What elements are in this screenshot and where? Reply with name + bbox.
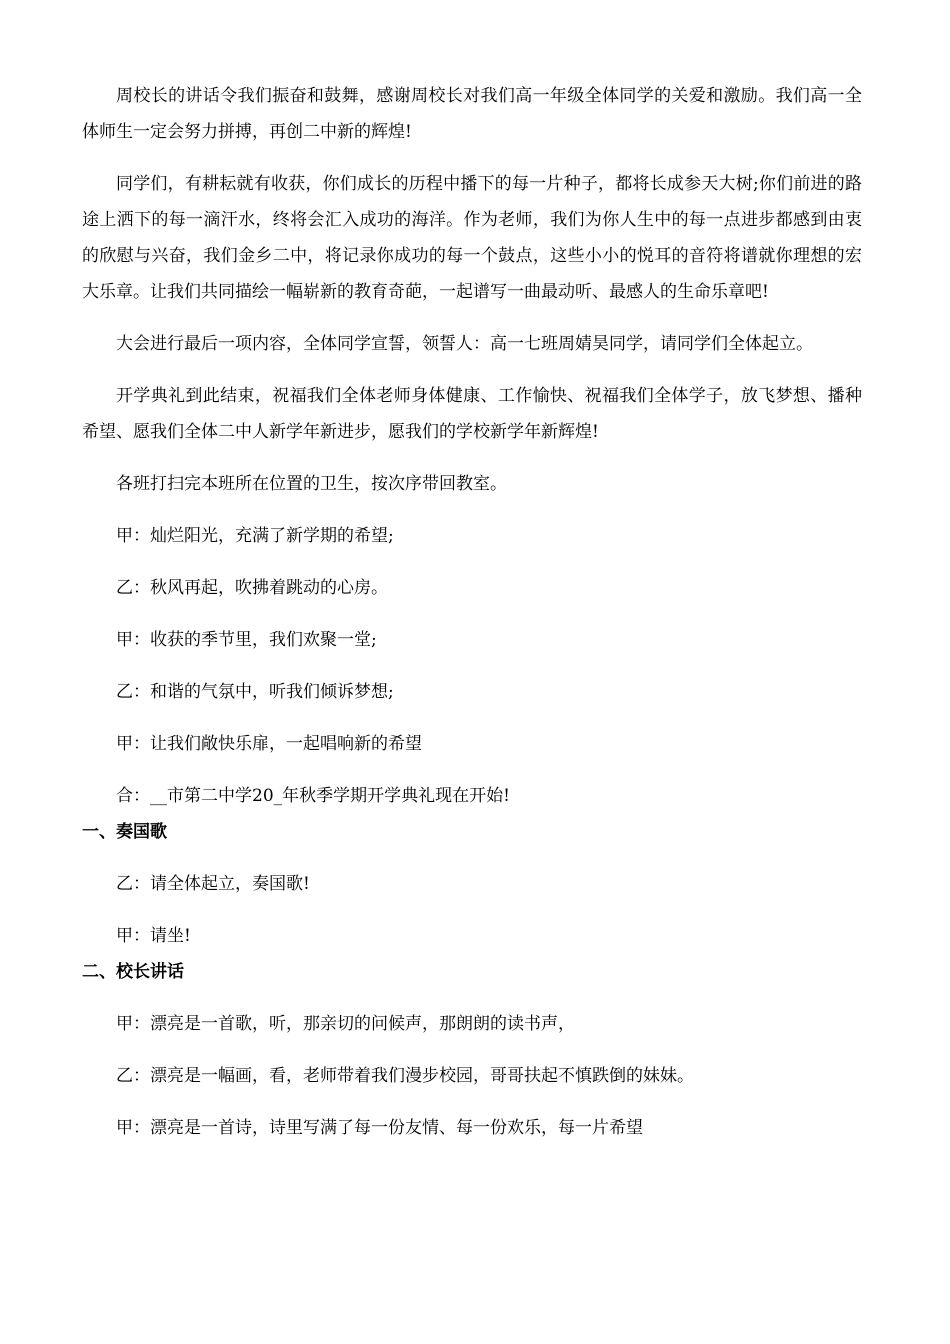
section-heading-principal-speech: 二、校长讲话 — [82, 962, 184, 982]
paragraph-cleanup: 各班打扫完本班所在位置的卫生，按次序带回教室。 — [116, 474, 507, 494]
section-heading-anthem: 一、奏国歌 — [82, 822, 167, 842]
line-together: 合：__市第二中学20_年秋季学期开学典礼现在开始! — [116, 786, 510, 806]
line-host-a-song: 甲：漂亮是一首歌，听，那亲切的问候声，那朗朗的读书声， — [116, 1014, 575, 1034]
line-host-b-anthem: 乙：请全体起立，奏国歌! — [116, 874, 310, 894]
line-host-a-3: 甲：让我们敞快乐扉，一起唱响新的希望 — [116, 734, 422, 754]
paragraph-oath: 大会进行最后一项内容，全体同学宣誓，领誓人：高一七班周婧昊同学，请同学们全体起立。 — [116, 334, 813, 354]
line-host-a-1: 甲：灿烂阳光，充满了新学期的希望; — [116, 526, 394, 546]
document-body — [82, 78, 862, 1146]
line-host-b-1: 乙：秋风再起，吹拂着跳动的心房。 — [116, 578, 388, 598]
line-host-a-2: 甲：收获的季节里，我们欢聚一堂; — [116, 630, 377, 650]
paragraph-encouragement: 同学们，有耕耘就有收获，你们成长的历程中播下的每一片种子，都将长成参天大树;你们前进的路途上洒下的每一滴汗水，终将会汇入成功的海洋。作为老师，我们为你人生中的每一点进步都感到由衷的欣慰与兴奋，我们金乡二中，将记录你成功的每一个鼓点，这些小小的悦耳的音符将谱就你理想的宏大乐章。让我们共同描绘一幅崭新的教育奇葩，一起谱写一曲最动听、最感人的生命乐章吧! — [82, 174, 862, 302]
line-host-a-poem: 甲：漂亮是一首诗，诗里写满了每一份友情、每一份欢乐，每一片希望 — [116, 1118, 643, 1138]
line-host-a-sit: 甲：请坐! — [116, 926, 191, 946]
paragraph-closing: 开学典礼到此结束，祝福我们全体老师身体健康、工作愉快、祝福我们全体学子，放飞梦想、播种希望、愿我们全体二中人新学年新进步，愿我们的学校新学年新辉煌! — [82, 386, 862, 442]
line-host-b-2: 乙：和谐的气氛中，听我们倾诉梦想; — [116, 682, 394, 702]
paragraph-principal-speech-response: 周校长的讲话令我们振奋和鼓舞，感谢周校长对我们高一年级全体同学的关爱和激励。我们高一全体师生一定会努力拼搏，再创二中新的辉煌! — [82, 86, 862, 142]
line-host-b-painting: 乙：漂亮是一幅画，看，老师带着我们漫步校园，哥哥扶起不慎跌倒的妹妹。 — [116, 1066, 694, 1086]
